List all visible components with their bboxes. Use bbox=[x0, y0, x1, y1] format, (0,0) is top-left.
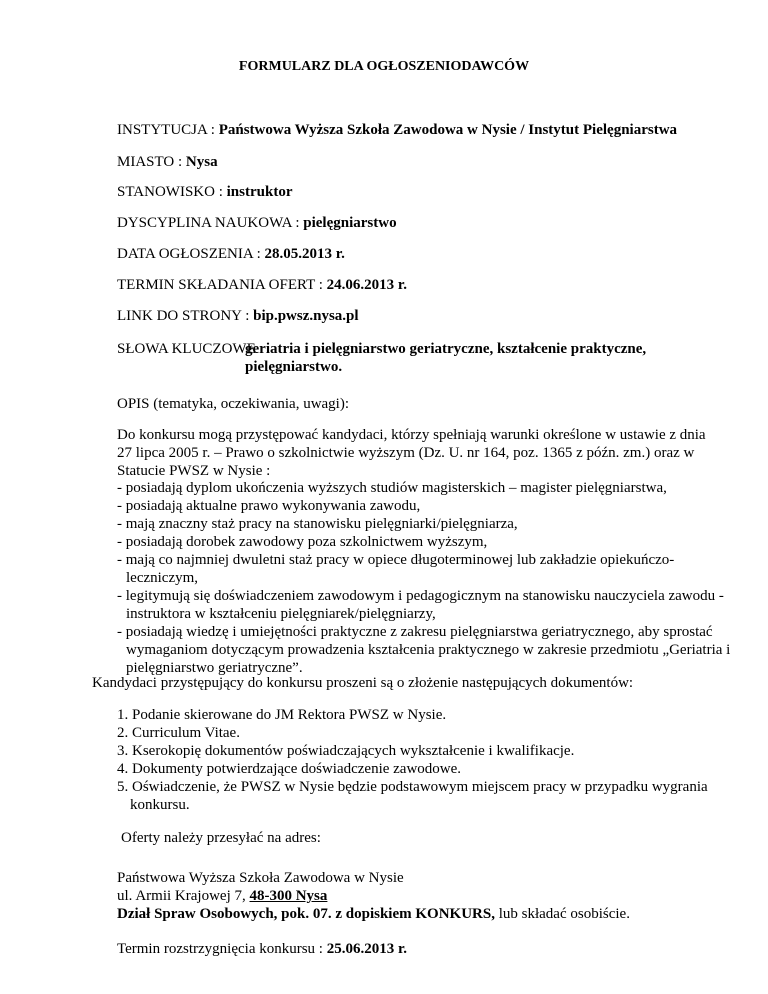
position-value: instruktor bbox=[226, 184, 293, 200]
document-item: 3. Kserokopię dokumentów poświadczających wykształcenie i kwalifikacje. bbox=[117, 743, 575, 759]
field-city bbox=[117, 153, 218, 171]
discipline-value: pielęgniarstwo bbox=[303, 215, 397, 231]
discipline-label: DYSCYPLINA NAUKOWA : bbox=[117, 215, 304, 231]
field-institution bbox=[117, 121, 677, 139]
keywords-label: SŁOWA KLUCZOWE : bbox=[117, 341, 264, 357]
requirement-item: - mają co najmniej dwuletni staż pracy w opiece długoterminowej lub zakładzie opiekuńczo-leczniczym, bbox=[117, 552, 675, 586]
link-value[interactable]: bip.pwsz.nysa.pl bbox=[253, 308, 359, 324]
deadline-value: 24.06.2013 r. bbox=[326, 277, 407, 293]
city-value: Nysa bbox=[185, 154, 218, 170]
date-value: 28.05.2013 r. bbox=[264, 246, 345, 262]
institution-value: Państwowa Wyższa Szkoła Zawodowa w Nysie / Instytut Pielęgniarstwa bbox=[218, 122, 678, 138]
resolution-value: 25.06.2013 r. bbox=[326, 941, 408, 957]
city-label: MIASTO : bbox=[117, 154, 186, 170]
address-line3 bbox=[117, 905, 747, 923]
documents-intro: Kandydaci przystępujący do konkursu proszeni są o złożenie następujących dokumentów: bbox=[92, 675, 634, 691]
field-date bbox=[117, 245, 345, 263]
deadline-label: TERMIN SKŁADANIA OFERT : bbox=[117, 277, 327, 293]
requirement-item: - posiadają aktualne prawo wykonywania zawodu, bbox=[117, 498, 421, 514]
field-deadline bbox=[117, 276, 407, 294]
document-title: FORMULARZ DLA OGŁOSZENIODAWCÓW bbox=[238, 59, 530, 74]
link-label: LINK DO STRONY : bbox=[117, 308, 254, 324]
address-line2 bbox=[117, 887, 747, 905]
document-item: 1. Podanie skierowane do JM Rektora PWSZ w Nysie. bbox=[117, 707, 447, 723]
field-discipline bbox=[117, 214, 397, 232]
documents-list bbox=[117, 706, 737, 814]
requirement-item: - posiadają wiedzę i umiejętności praktyczne z zakresu pielęgniarstwa geriatrycznego, aby sprostać wymaganiom dotyczącym prowadzenia kształcenia praktycznego w zakresie przedmiotu „Geriatria i pielęgniarstwo geriatryczne”. bbox=[117, 624, 731, 676]
field-link bbox=[117, 307, 359, 325]
date-label: DATA OGŁOSZENIA : bbox=[117, 246, 265, 262]
document-item: 4. Dokumenty potwierdzające doświadczenie zawodowe. bbox=[117, 761, 462, 777]
requirements-list bbox=[117, 479, 737, 677]
document-item: 5. Oświadczenie, że PWSZ w Nysie będzie podstawowym miejscem pracy w przypadku wygrania konkursu. bbox=[117, 779, 708, 813]
address-department: Dział Spraw Osobowych, pok. 07. z dopiskiem KONKURS, bbox=[117, 906, 495, 922]
document-item: 2. Curriculum Vitae. bbox=[117, 725, 240, 741]
address-street: ul. Armii Krajowej 7, bbox=[117, 888, 250, 904]
description-label: OPIS (tematyka, oczekiwania, uwagi): bbox=[117, 396, 350, 412]
position-label: STANOWISKO : bbox=[117, 184, 227, 200]
address-postcode: 48-300 Nysa bbox=[249, 888, 328, 904]
address-note: lub składać osobiście. bbox=[494, 906, 630, 922]
institution-label: INSTYTUCJA : bbox=[117, 122, 219, 138]
resolution-label: Termin rozstrzygnięcia konkursu : bbox=[117, 941, 327, 957]
intro-paragraph: Do konkursu mogą przystępować kandydaci, którzy spełniają warunki określone w ustawie z dnia 27 lipca 2005 r. – Prawo o szkolnictwie wyższym (Dz. U. nr 164, poz. 1365 z późn. zm.) oraz w Statucie PWSZ w Nysie : bbox=[117, 427, 706, 479]
field-position bbox=[117, 183, 292, 201]
requirement-item: - posiadają dorobek zawodowy poza szkolnictwem wyższym, bbox=[117, 534, 488, 550]
requirement-item: - legitymują się doświadczeniem zawodowym i pedagogicznym na stanowisku nauczyciela zawodu - instruktora w kształceniu pielęgniarek/pielęgniarzy, bbox=[117, 588, 724, 622]
offers-intro: Oferty należy przesyłać na adres: bbox=[121, 830, 321, 846]
requirement-item: - posiadają dyplom ukończenia wyższych studiów magisterskich – magister pielęgniarstwa, bbox=[117, 480, 667, 496]
keywords-value: geriatria i pielęgniarstwo geriatryczne, kształcenie praktyczne, pielęgniarstwo. bbox=[245, 341, 647, 375]
resolution-line bbox=[117, 940, 747, 958]
address-line1: Państwowa Wyższa Szkoła Zawodowa w Nysie bbox=[117, 870, 404, 886]
requirement-item: - mają znaczny staż pracy na stanowisku pielęgniarki/pielęgniarza, bbox=[117, 516, 518, 532]
